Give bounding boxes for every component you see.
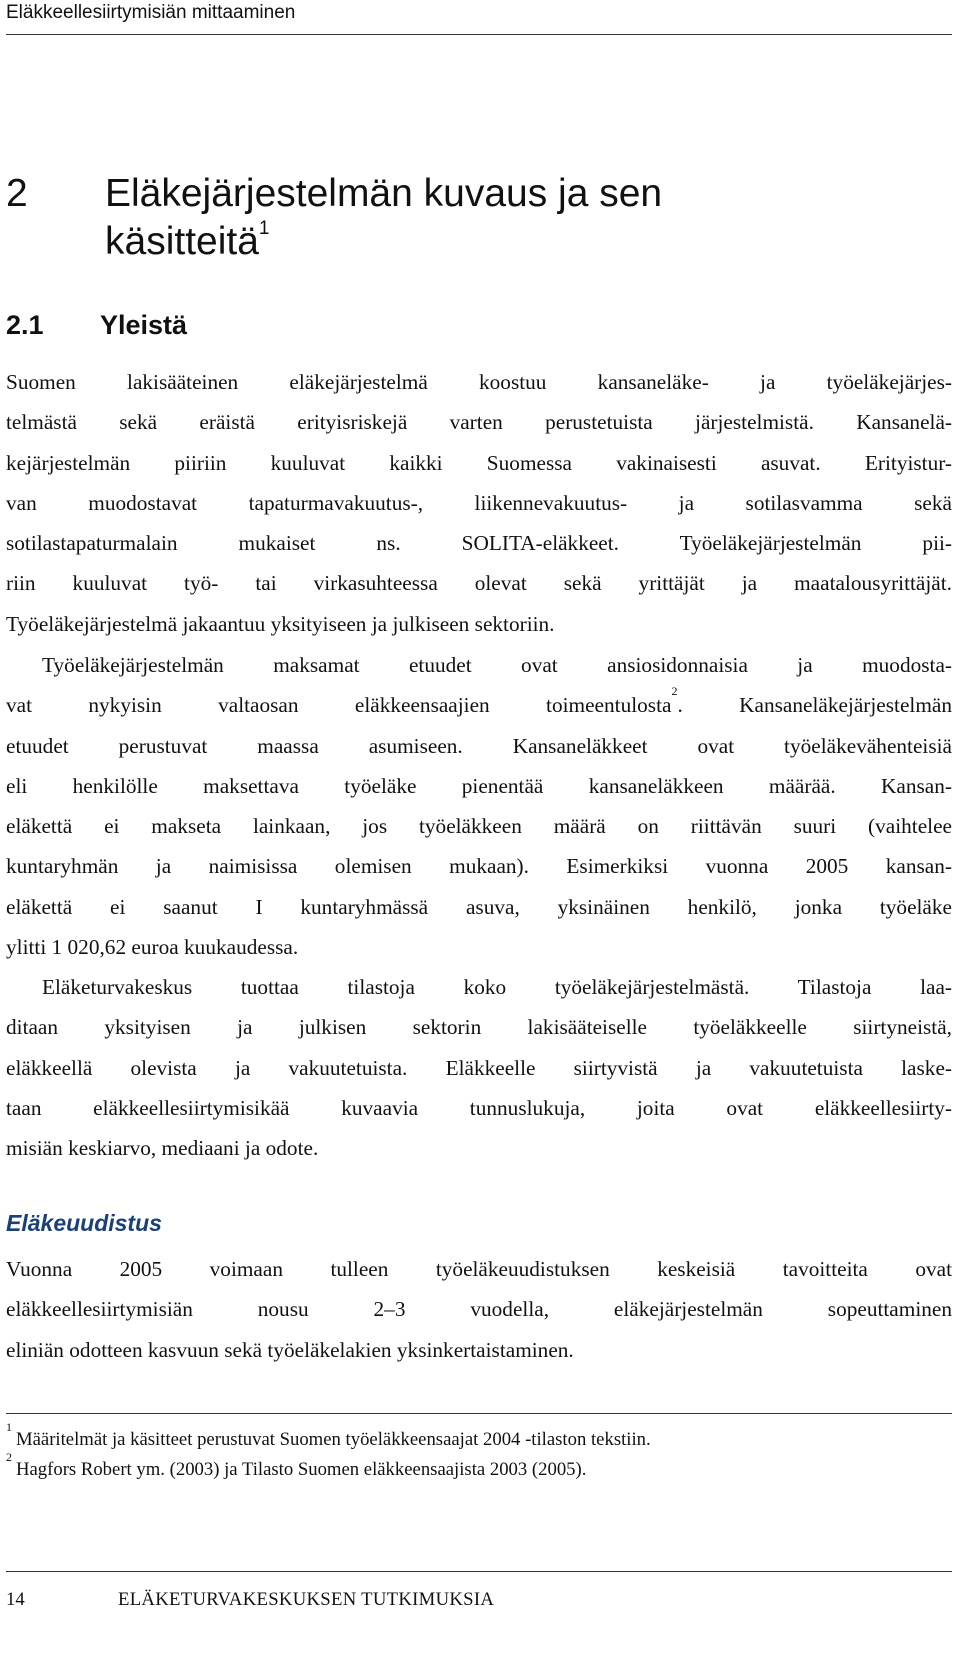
series-title: ELÄKETURVAKESKUKSEN TUTKIMUKSIA <box>118 1589 495 1610</box>
paragraph-line: telmästä sekä eräistä erityisriskejä varten perustetuista järjestelmistä. Kansanelä- <box>6 410 952 435</box>
footnote <box>6 1449 651 1485</box>
paragraph-text: . Kansaneläkejärjestelmän <box>677 693 953 718</box>
paragraph-line: sotilastapaturmalain mukaiset ns. SOLITA-eläkkeet. Työeläkejärjestelmän pii- <box>6 531 952 556</box>
page-number: 14 <box>6 1589 25 1610</box>
chapter-footnote-ref: 1 <box>258 218 270 239</box>
chapter-title-line2 <box>105 218 925 266</box>
footnote-text: Määritelmät ja käsitteet perustuvat Suomen työeläkkeensaajat 2004 -tilaston tekstiin. <box>16 1429 651 1450</box>
paragraph-line: taan eläkkeellesiirtymisikää kuvaavia tunnuslukuja, joita ovat eläkkeellesiirty- <box>6 1095 952 1120</box>
footnote <box>6 1419 651 1455</box>
paragraph-line: van muodostavat tapaturmavakuutus-, liikennevakuutus- ja sotilasvamma sekä <box>6 490 952 515</box>
paragraph-3 <box>6 967 952 1168</box>
paragraph-1 <box>6 362 952 644</box>
paragraph-line: eli henkilölle maksettava työeläke pienentää kansaneläkkeen määrää. Kansan- <box>6 773 952 798</box>
paragraph-line: kuntaryhmän ja naimisissa olemisen mukaan). Esimerkiksi vuonna 2005 kansan- <box>6 854 952 879</box>
paragraph-line: Vuonna 2005 voimaan tulleen työeläkeuudistuksen keskeisiä tavoitteita ovat <box>6 1257 952 1281</box>
paragraph-line: Suomen lakisääteinen eläkejärjestelmä koostuu kansaneläke- ja työeläkejärjes- <box>6 370 952 394</box>
header-rule <box>6 34 952 35</box>
section-title: Yleistä <box>100 310 188 340</box>
chapter-title-line2-text: käsitteitä <box>105 220 259 263</box>
paragraph-line: eläkettä ei saanut I kuntaryhmässä asuva, yksinäinen henkilö, jonka työeläke <box>6 894 952 919</box>
subheading: Eläkeuudistus <box>6 1210 162 1236</box>
footnote-mark: 1 <box>6 1419 12 1434</box>
paragraph-line <box>6 685 952 725</box>
paragraph-line: riin kuuluvat työ- tai virkasuhteessa olevat sekä yrittäjät ja maatalousyrittäjät. <box>6 571 952 596</box>
paragraph-line: Työeläkejärjestelmän maksamat etuudet ovat ansiosidonnaisia ja muodosta- <box>42 653 952 677</box>
paragraph-line: kejärjestelmän piiriin kuuluvat kaikki Suomessa vakinaisesti asuvat. Erityistur- <box>6 450 952 475</box>
paragraph-4 <box>6 1249 952 1370</box>
footnote-rule <box>6 1413 952 1414</box>
footnote-text: Hagfors Robert ym. (2003) ja Tilasto Suomen eläkkeensaajista 2003 (2005). <box>16 1459 587 1480</box>
section-number: 2.1 <box>6 310 44 340</box>
chapter-number: 2 <box>6 172 28 215</box>
paragraph-line: Eläketurvakeskus tuottaa tilastoja koko työeläkejärjestelmästä. Tilastoja laa- <box>42 975 952 999</box>
paragraph-line: ditaan yksityisen ja julkisen sektorin lakisääteiselle työeläkkeelle siirtyneistä, <box>6 1015 952 1040</box>
paragraph-line: eläkkeellesiirtymisiän nousu 2–3 vuodella, eläkejärjestelmän sopeuttaminen <box>6 1297 952 1322</box>
chapter-title <box>105 170 925 266</box>
paragraph-line: eläkkeellä olevista ja vakuutetuista. Eläkkeelle siirtyvistä ja vakuutetuista laske- <box>6 1055 952 1080</box>
running-header: Eläkkeellesiirtymisiän mittaaminen <box>6 2 296 23</box>
paragraph-line: etuudet perustuvat maassa asumiseen. Kansaneläkkeet ovat työeläkevähenteisiä <box>6 733 952 758</box>
paragraph-2 <box>6 645 952 967</box>
footnotes <box>6 1419 651 1485</box>
chapter-title-line1: Eläkejärjestelmän kuvaus ja sen <box>105 172 663 215</box>
paragraph-line: ylitti 1 020,62 euroa kuukaudessa. <box>6 935 299 960</box>
paragraph-line: eliniän odotteen kasvuun sekä työeläkelakien yksinkertaistaminen. <box>6 1337 574 1362</box>
paragraph-line: misiän keskiarvo, mediaani ja odote. <box>6 1136 319 1161</box>
footnote-ref: 2 <box>671 684 678 699</box>
footer-rule <box>6 1571 952 1572</box>
paragraph-line: eläkettä ei makseta lainkaan, jos työeläkkeen määrä on riittävän suuri (vaihtelee <box>6 814 952 839</box>
paragraph-text: vat nykyisin valtaosan eläkkeensaajien toimeentulosta <box>6 693 672 718</box>
paragraph-line: Työeläkejärjestelmä jakaantuu yksityiseen ja julkiseen sektoriin. <box>6 611 555 636</box>
footnote-mark: 2 <box>6 1449 12 1464</box>
